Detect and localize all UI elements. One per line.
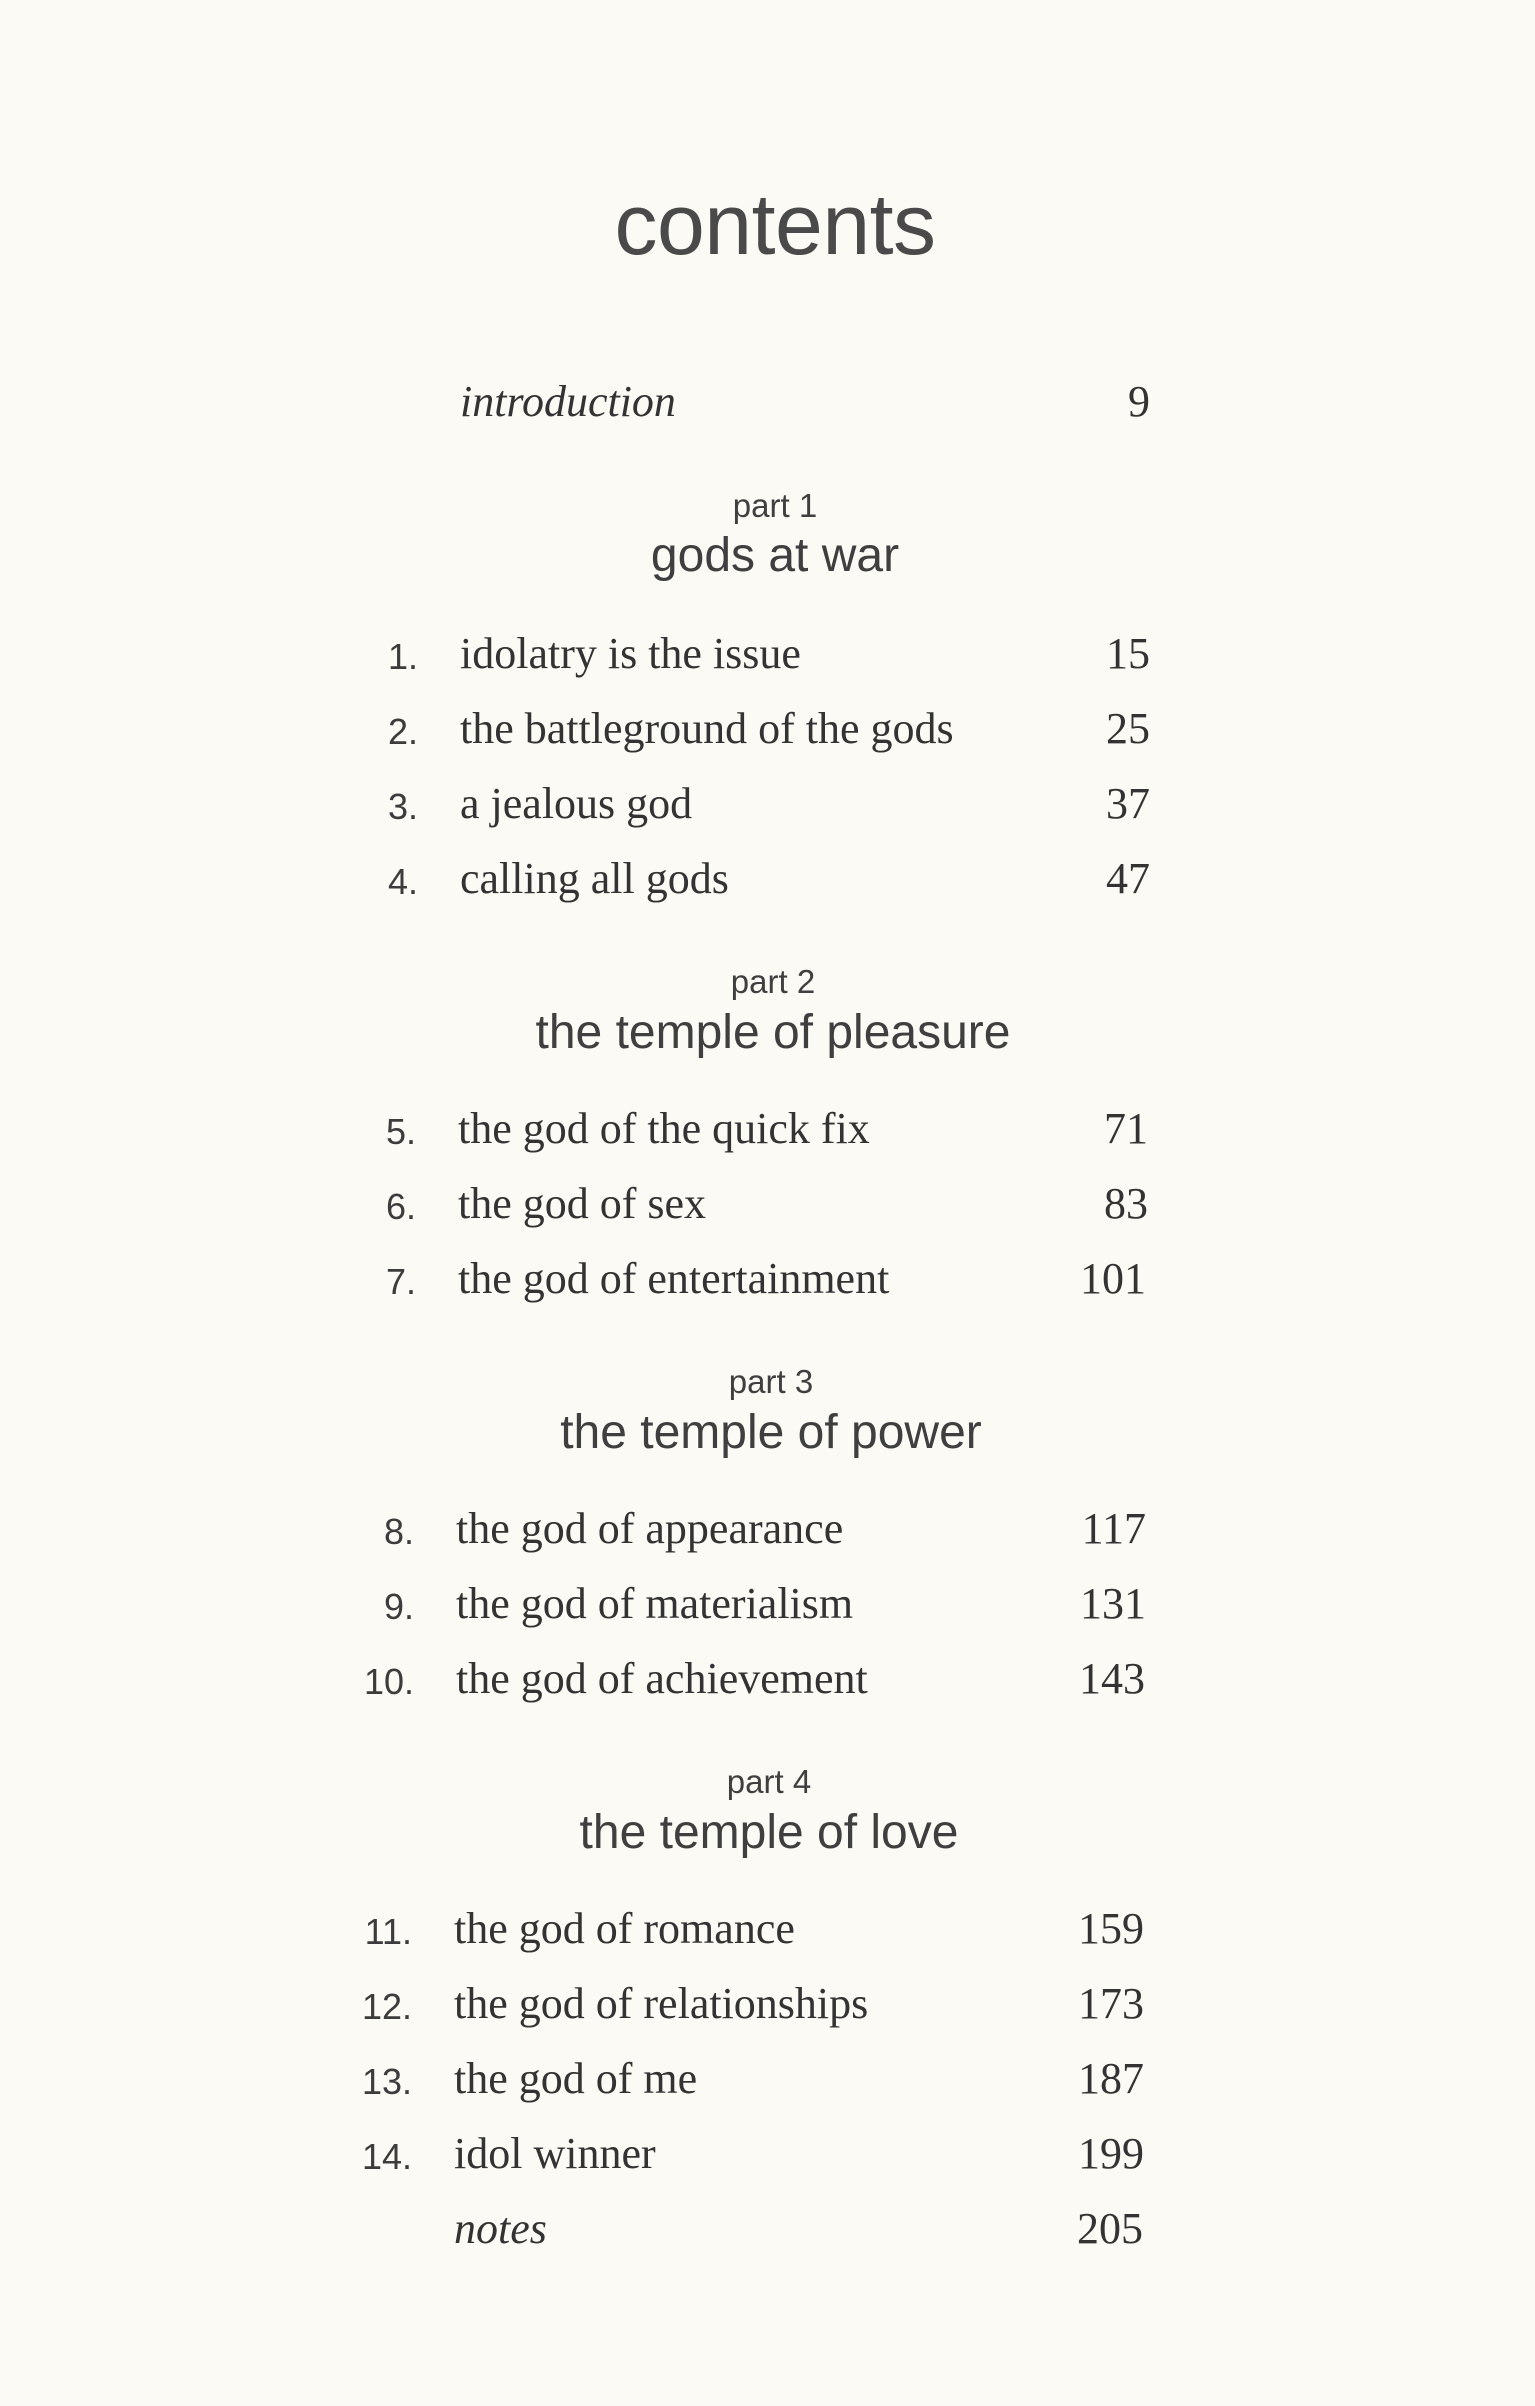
chapter-title: the god of achievement	[456, 1654, 868, 1703]
part-title: gods at war	[650, 529, 900, 582]
chapter-page: 37	[1106, 779, 1150, 828]
chapter-title: the god of relationships	[454, 1979, 869, 2028]
chapter-page: 173	[1078, 1979, 1144, 2028]
chapter-page: 143	[1079, 1654, 1145, 1703]
chapter-page: 47	[1106, 854, 1150, 903]
chapter-number: 10.	[363, 1661, 414, 1702]
chapter-title: idolatry is the issue	[460, 629, 801, 678]
toc-page-introduction: 9	[1128, 377, 1150, 426]
toc-entry-introduction: introduction	[460, 377, 676, 426]
chapter-number: 4.	[387, 861, 418, 902]
chapter-title: the god of entertainment	[458, 1254, 890, 1303]
chapter-title: the god of sex	[458, 1179, 707, 1228]
page-title: contents	[614, 177, 936, 273]
chapter-number: 2.	[387, 711, 418, 752]
chapter-title: the god of appearance	[456, 1504, 844, 1553]
chapter-number: 5.	[385, 1111, 416, 1152]
chapter-number: 9.	[383, 1586, 414, 1627]
toc-page-notes: 205	[1077, 2204, 1143, 2253]
part-label: part 2	[730, 963, 816, 1000]
chapter-page: 15	[1106, 629, 1150, 678]
chapter-title: the god of materialism	[456, 1579, 854, 1628]
chapter-number: 14.	[361, 2136, 412, 2177]
chapter-page: 199	[1078, 2129, 1144, 2178]
chapter-title: the god of the quick fix	[458, 1104, 870, 1153]
chapter-number: 11.	[364, 1911, 412, 1952]
chapter-title: the battleground of the gods	[460, 704, 954, 753]
chapter-number: 12.	[361, 1986, 412, 2027]
chapter-page: 101	[1080, 1254, 1146, 1303]
chapter-number: 6.	[385, 1186, 416, 1227]
part-title: the temple of love	[579, 1806, 959, 1859]
part-title: the temple of pleasure	[535, 1006, 1011, 1059]
chapter-page: 25	[1106, 704, 1150, 753]
part-label: part 3	[728, 1363, 814, 1400]
chapter-title: a jealous god	[460, 779, 693, 828]
chapter-number: 13.	[361, 2061, 412, 2102]
chapter-title: idol winner	[454, 2129, 656, 2178]
chapter-number: 3.	[387, 786, 418, 827]
chapter-page: 83	[1104, 1179, 1148, 1228]
chapter-page: 117	[1081, 1504, 1146, 1553]
chapter-title: calling all gods	[460, 854, 729, 903]
chapter-page: 187	[1078, 2054, 1144, 2103]
chapter-number: 8.	[383, 1511, 414, 1552]
part-label: part 4	[726, 1763, 812, 1800]
chapter-page: 159	[1078, 1904, 1144, 1953]
part-label: part 1	[732, 487, 818, 524]
chapter-title: the god of romance	[454, 1904, 795, 1953]
part-title: the temple of power	[560, 1406, 982, 1459]
chapter-page: 131	[1080, 1579, 1146, 1628]
chapter-title: the god of me	[454, 2054, 698, 2103]
chapter-page: 71	[1104, 1104, 1148, 1153]
chapter-number: 1.	[387, 636, 418, 677]
chapter-number: 7.	[385, 1261, 416, 1302]
toc-entry-notes: notes	[454, 2204, 547, 2253]
